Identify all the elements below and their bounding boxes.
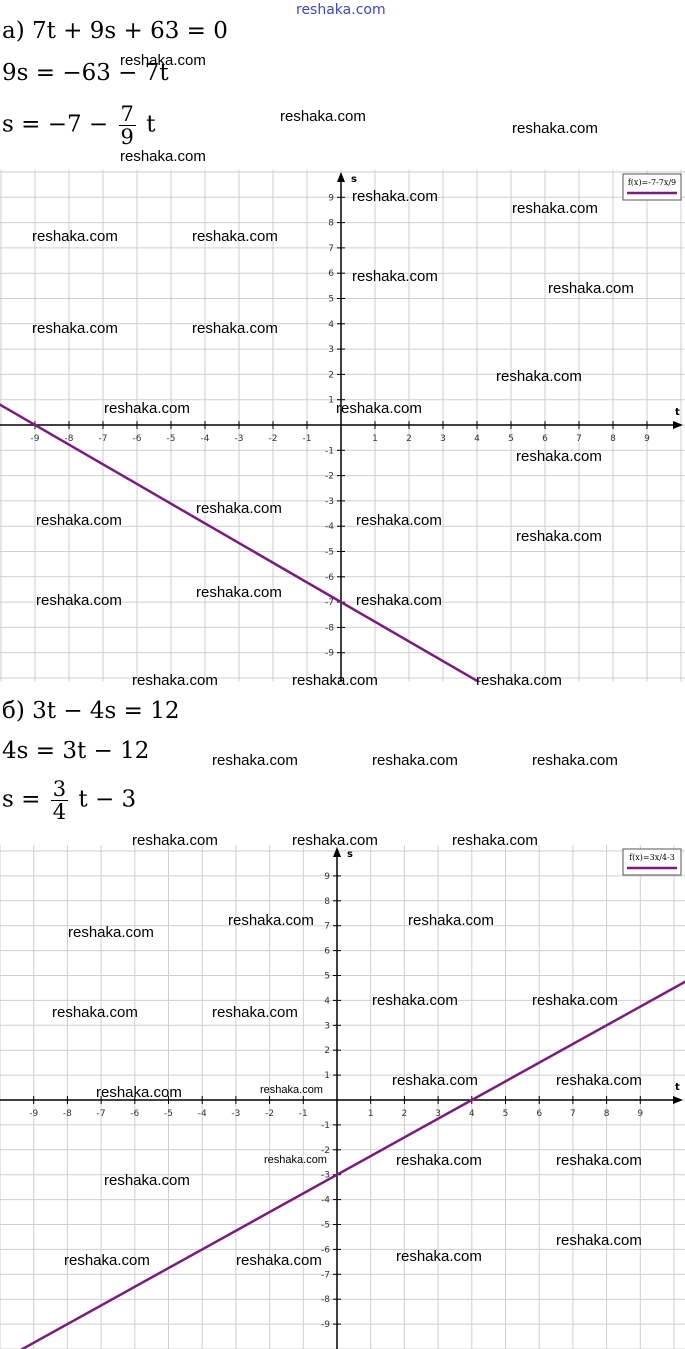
watermark-text: reshaka.com [372,992,458,1009]
part-b-fraction-numerator: 3 [52,777,67,801]
part-a-equation-1 [2,18,228,44]
x-tick-label: 6 [536,1109,543,1119]
watermark-text: reshaka.com [372,752,458,769]
y-tick-label: 1 [324,1071,330,1082]
y-tick-label: -9 [325,648,334,659]
y-tick-label: 1 [328,395,334,406]
part-a-line2: 9s = −63 − 7t [2,60,169,86]
y-tick-label: 8 [328,218,334,229]
part-a-line3-prefix: s = −7 − [2,111,109,138]
part-b-equation-3 [2,778,136,823]
y-tick-label: 2 [324,1046,330,1057]
watermark-text: reshaka.com [512,200,598,217]
part-b-label: б) [2,698,25,724]
x-tick-label: 3 [435,1109,441,1119]
watermark-text: reshaka.com [52,1004,138,1021]
part-b-line2: 4s = 3t − 12 [2,738,150,764]
x-axis-label: t [675,1082,680,1093]
site-title-link[interactable]: reshaka.com [296,2,386,18]
x-tick-label: -2 [265,1109,275,1119]
x-tick-label: -1 [298,1109,308,1119]
watermark-text: reshaka.com [120,52,206,69]
watermark-text: reshaka.com [556,1152,642,1169]
watermark-text: reshaka.com [68,924,154,941]
x-tick-label: -3 [234,434,244,444]
y-tick-label: -5 [321,1220,330,1231]
x-tick-label: 7 [570,1109,576,1119]
watermark-text: reshaka.com [280,108,366,125]
watermark-text: reshaka.com [352,268,438,285]
part-b-fraction [51,778,68,823]
y-tick-label: -8 [321,1295,330,1306]
y-tick-label: -7 [321,1270,330,1281]
watermark-text: reshaka.com [516,528,602,545]
watermark-text: reshaka.com [264,1154,327,1166]
x-tick-label: 7 [576,434,582,444]
watermark-text: reshaka.com [408,912,494,929]
y-tick-label: -7 [325,598,334,609]
x-tick-label: 9 [644,434,650,444]
part-b-line1: 3t − 4s = 12 [32,698,180,724]
watermark-text: reshaka.com [392,1072,478,1089]
legend [623,174,681,200]
watermark-text: reshaka.com [36,592,122,609]
x-tick-label: 1 [372,434,378,444]
part-a-fraction-numerator: 7 [120,102,134,126]
legend-label: f(x)=3x/4-3 [629,853,675,862]
watermark-text: reshaka.com [120,148,206,165]
watermark-text: reshaka.com [512,120,598,137]
x-tick-label: 3 [440,434,446,444]
watermark-text: reshaka.com [396,1152,482,1169]
y-tick-label: 9 [328,193,334,204]
watermark-text: reshaka.com [228,912,314,929]
part-b-equation-2 [2,738,149,764]
watermark-text: reshaka.com [196,500,282,517]
watermark-text: reshaka.com [556,1232,642,1249]
part-a-line1: 7t + 9s + 63 = 0 [32,18,228,44]
y-tick-label: 3 [324,1021,330,1032]
part-a-equation-3 [2,103,155,148]
watermark-text: reshaka.com [260,1084,323,1096]
y-tick-label: -5 [325,547,334,558]
x-tick-label: -6 [132,434,142,444]
y-tick-label: 5 [324,971,330,982]
y-tick-label: 7 [324,921,330,932]
x-tick-label: 2 [401,1109,408,1119]
part-a-fraction [119,103,136,148]
y-tick-label: -9 [321,1320,330,1331]
y-tick-label: -1 [325,446,334,457]
watermark-text: reshaka.com [212,1004,298,1021]
part-a-label: а) [2,18,25,44]
part-b-line3-prefix: s = [2,786,41,813]
watermark-text: reshaka.com [336,400,422,417]
y-tick-label: 5 [328,294,334,305]
y-tick-label: 8 [324,896,330,907]
watermark-text: reshaka.com [532,752,618,769]
watermark-text: reshaka.com [96,1084,182,1101]
x-tick-label: 1 [367,1109,374,1119]
y-tick-label: -4 [325,522,334,533]
x-axis-label: t [675,407,680,418]
y-tick-label: 4 [328,319,334,330]
x-tick-label: 4 [468,1109,475,1119]
x-tick-label: -3 [231,1109,241,1119]
y-axis-label: s [347,849,353,860]
y-axis-arrow [337,172,345,182]
y-tick-label: -2 [325,471,334,482]
x-tick-label: 5 [508,434,514,444]
watermark-text: reshaka.com [396,1248,482,1265]
x-tick-label: -8 [62,1109,72,1119]
x-tick-label: -7 [98,434,108,444]
watermark-text: reshaka.com [192,228,278,245]
watermark-text: reshaka.com [64,1252,150,1269]
x-tick-label: -4 [197,1109,207,1119]
watermark-text: reshaka.com [516,448,602,465]
x-tick-label: 6 [542,434,548,444]
part-a-fraction-denominator: 9 [120,125,134,150]
watermark-text: reshaka.com [132,832,218,849]
y-tick-label: -1 [321,1120,330,1131]
x-tick-label: 9 [637,1109,644,1119]
y-tick-label: 9 [324,871,330,882]
y-tick-label: -2 [321,1145,330,1156]
x-tick-label: 8 [603,1109,610,1119]
part-b-line3-suffix: t − 3 [78,786,137,813]
y-tick-label: 6 [328,269,334,280]
watermark-text: reshaka.com [548,280,634,297]
y-tick-label: -6 [325,572,334,583]
y-tick-label: -6 [321,1245,330,1256]
x-tick-label: 2 [406,434,412,444]
legend-label: f(x)=-7-7x/9 [627,178,677,187]
part-a-line3-suffix: t [146,111,156,138]
x-tick-label: -8 [64,434,74,444]
x-tick-label: -9 [30,434,40,444]
watermark-text: reshaka.com [532,992,618,1009]
y-tick-label: 3 [328,345,334,356]
watermark-text: reshaka.com [292,672,378,689]
watermark-text: reshaka.com [104,1172,190,1189]
part-b-fraction-denominator: 4 [52,800,67,825]
y-tick-label: 6 [324,946,330,957]
watermark-text: reshaka.com [496,368,582,385]
watermark-text: reshaka.com [192,320,278,337]
x-tick-label: -1 [302,434,312,444]
part-b-equation-1 [2,698,180,724]
x-axis-arrow [673,1096,683,1104]
x-tick-label: 5 [502,1109,509,1119]
x-tick-label: -6 [130,1109,140,1119]
watermark-text: reshaka.com [104,400,190,417]
watermark-text: reshaka.com [32,228,118,245]
watermark-text: reshaka.com [132,672,218,689]
x-tick-label: -2 [268,434,278,444]
x-tick-label: -9 [29,1109,39,1119]
watermark-text: reshaka.com [292,832,378,849]
watermark-text: reshaka.com [556,1072,642,1089]
watermark-text: reshaka.com [356,512,442,529]
watermark-text: reshaka.com [476,672,562,689]
x-tick-label: -5 [166,434,176,444]
x-tick-label: -5 [164,1109,173,1119]
x-tick-label: -7 [96,1109,106,1119]
legend [623,849,681,875]
watermark-text: reshaka.com [196,584,282,601]
watermark-text: reshaka.com [212,752,298,769]
x-tick-label: 8 [610,434,616,444]
y-tick-label: 4 [324,996,330,1007]
y-tick-label: -8 [325,623,334,634]
y-tick-label: 7 [328,243,334,254]
watermark-text: reshaka.com [236,1252,322,1269]
y-tick-label: -3 [325,496,334,507]
x-tick-label: -4 [200,434,210,444]
y-tick-label: -3 [321,1170,330,1181]
watermark-text: reshaka.com [452,832,538,849]
watermark-text: reshaka.com [36,512,122,529]
x-tick-label: 4 [474,434,480,444]
watermark-text: reshaka.com [32,320,118,337]
y-tick-label: -4 [321,1195,330,1206]
watermark-text: reshaka.com [356,592,442,609]
y-axis-label: s [351,174,357,185]
watermark-text: reshaka.com [352,188,438,205]
y-tick-label: 2 [328,370,334,381]
